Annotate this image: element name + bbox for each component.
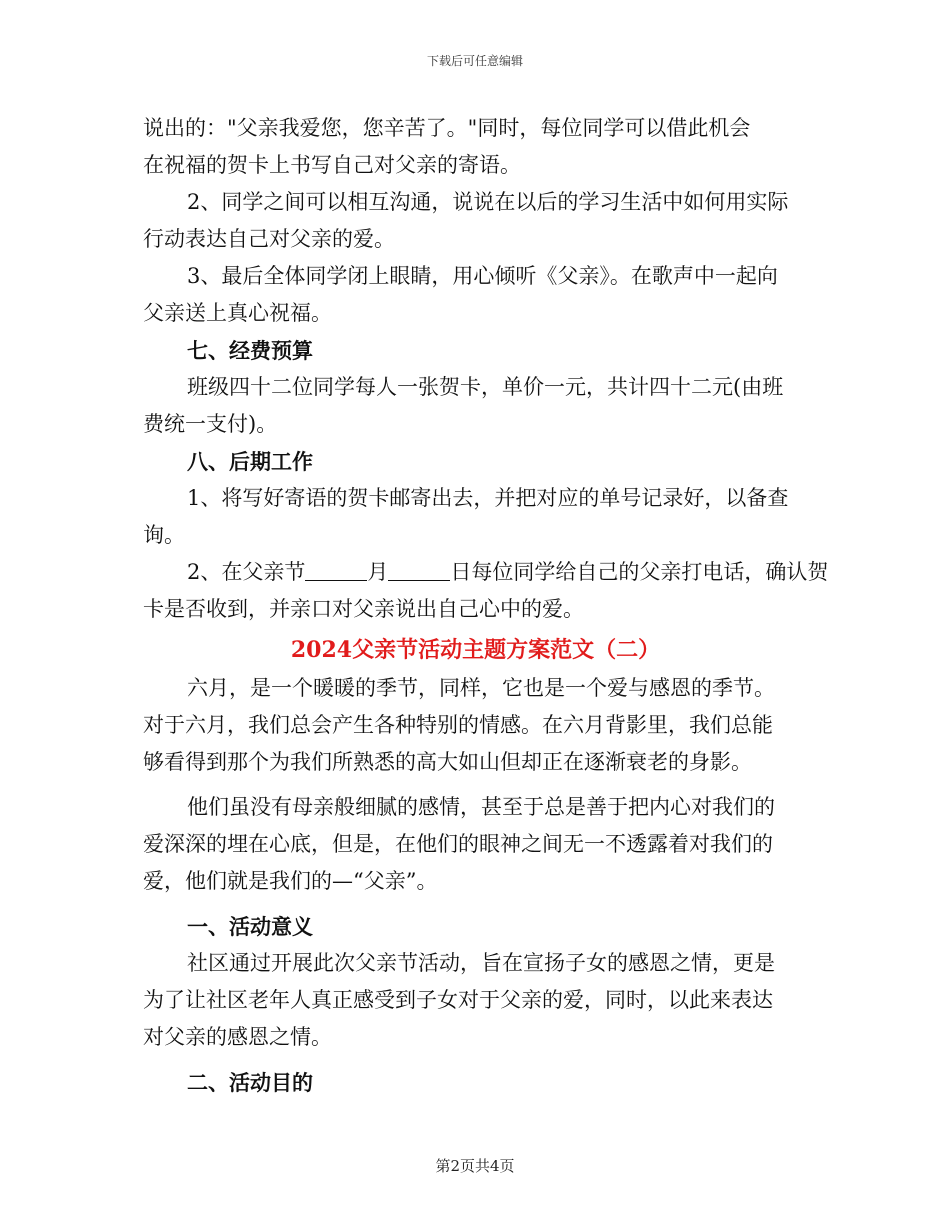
paragraph-line: 费统一支付)。 <box>143 412 278 436</box>
paragraph-line: 班级四十二位同学每人一张贺卡，单价一元，共计四十二元(由班 <box>187 375 784 399</box>
document-body <box>143 110 829 1101</box>
paragraph-line: 社区通过开展此次父亲节活动，旨在宣扬子女的感恩之情，更是 <box>187 951 775 975</box>
header-note: 下载后可任意编辑 <box>426 54 523 68</box>
paragraph-line: 六月，是一个暖暖的季节，同样，它也是一个爱与感恩的季节。 <box>187 676 775 700</box>
paragraph-line: 他们虽没有母亲般细腻的感情，甚至于总是善于把内心对我们的 <box>187 795 775 819</box>
paragraph-line: 2、同学之间可以相互沟通，说说在以后的学习生活中如何用实际 <box>187 190 789 214</box>
paragraph-line: 为了让社区老年人真正感受到子女对于父亲的爱，同时，以此来表达 <box>143 988 773 1012</box>
fill-blank <box>388 560 450 581</box>
paragraph-line: 父亲送上真心祝福。 <box>143 301 332 325</box>
page-footer: 第2页共4页 <box>435 1157 515 1175</box>
paragraph-line: 询。 <box>143 523 185 547</box>
line-segment: 月 <box>367 560 389 584</box>
document-title: 2024父亲节活动主题方案范文（二） <box>290 637 661 663</box>
paragraph-line: 够看得到那个为我们所熟悉的高大如山但却正在逐渐衰老的身影。 <box>143 750 752 774</box>
paragraph-line: 说出的："父亲我爱您，您辛苦了。"同时，每位同学可以借此机会 <box>143 116 751 140</box>
fill-blank <box>305 560 367 581</box>
line-segment: 2、在父亲节 <box>187 560 306 584</box>
section-heading: 一、活动意义 <box>187 914 313 939</box>
paragraph-line: 在祝福的贺卡上书写自己对父亲的寄语。 <box>143 153 521 177</box>
paragraph-line: 卡是否收到，并亲口对父亲说出自己心中的爱。 <box>143 597 584 621</box>
paragraph-line <box>143 554 829 591</box>
paragraph-line: 对于六月，我们总会产生各种特别的情感。在六月背影里，我们总能 <box>143 713 773 737</box>
paragraph-line: 爱深深的埋在心底，但是，在他们的眼神之间无一不透露着对我们的 <box>143 832 773 856</box>
paragraph-line: 1、将写好寄语的贺卡邮寄出去，并把对应的单号记录好，以备查 <box>187 486 789 510</box>
paragraph-line: 行动表达自己对父亲的爱。 <box>143 227 395 251</box>
line-segment: 日每位同学给自己的父亲打电话，确认贺 <box>450 560 829 584</box>
section-heading: 七、经费预算 <box>187 338 313 363</box>
paragraph-line: 爱，他们就是我们的—“父亲”。 <box>143 869 438 893</box>
section-heading: 八、后期工作 <box>187 449 313 474</box>
paragraph-line: 3、最后全体同学闭上眼睛，用心倾听《父亲》。在歌声中一起向 <box>187 264 778 288</box>
section-heading: 二、活动目的 <box>187 1070 313 1095</box>
paragraph-line: 对父亲的感恩之情。 <box>143 1025 332 1049</box>
